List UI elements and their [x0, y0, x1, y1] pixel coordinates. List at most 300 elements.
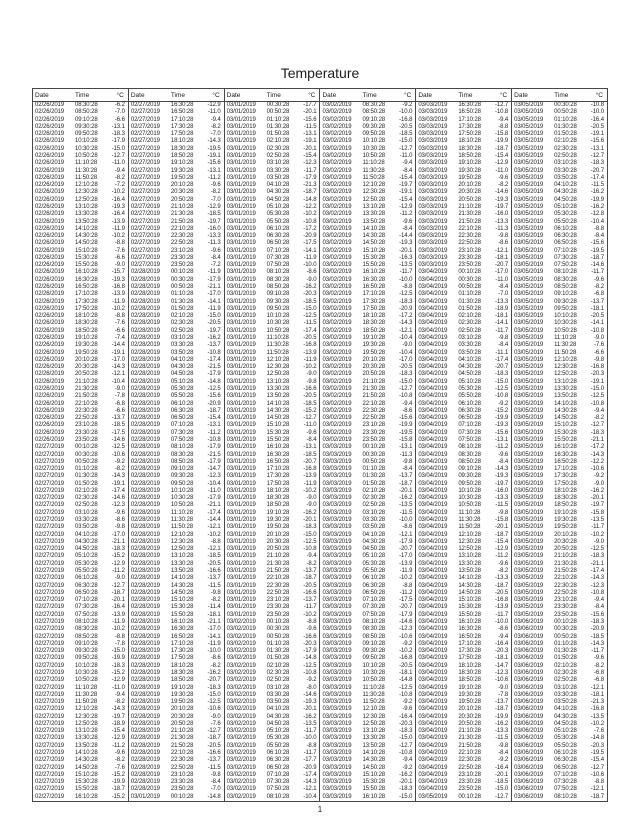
table-row: [512, 109, 607, 116]
temperature-cell: -7.8: [498, 691, 509, 698]
table-row: [320, 277, 415, 284]
table-row: [416, 262, 511, 269]
time-cell: 22:30:28: [458, 757, 481, 764]
table-row: [512, 393, 607, 400]
table-row: [33, 160, 128, 167]
time-cell: 05:30:28: [362, 560, 386, 567]
date-cell: 02/26/2019: [35, 152, 65, 159]
temperature-cell: -16.8: [303, 342, 317, 349]
temperature-cell: -15.2: [111, 553, 125, 560]
date-cell: 02/28/2019: [130, 713, 160, 720]
table-row: [225, 175, 320, 182]
date-cell: 02/28/2019: [130, 466, 160, 473]
temperature-cell: -20.9: [303, 764, 317, 771]
time-cell: 07:30:28: [170, 429, 194, 436]
time-cell: 22:10:28: [554, 575, 577, 582]
date-cell: 02/26/2019: [35, 349, 65, 356]
table-row: [33, 277, 128, 284]
temperature-cell: -8.6: [498, 626, 509, 633]
table-row: [416, 146, 511, 153]
temperature-cell: -16.4: [111, 196, 125, 203]
table-row: [225, 248, 320, 255]
header-date: Date: [130, 92, 145, 99]
table-row: [33, 459, 128, 466]
temperature-cell: -14.3: [111, 473, 125, 480]
time-cell: 00:50:28: [554, 633, 577, 640]
date-cell: 03/05/2019: [514, 378, 544, 385]
date-cell: 02/27/2019: [130, 262, 160, 269]
date-cell: 02/28/2019: [130, 305, 160, 312]
time-cell: 22:30:28: [75, 407, 98, 414]
date-cell: 02/26/2019: [35, 247, 65, 254]
temperature-cell: -18.5: [303, 298, 317, 305]
temperature-cell: -11.3: [207, 240, 221, 247]
temperature-cell: -16.8: [111, 284, 125, 291]
table-row: [129, 612, 224, 619]
table-row: [225, 102, 320, 109]
date-cell: 03/05/2019: [514, 429, 544, 436]
table-row: [512, 379, 607, 386]
temperature-cell: -12.9: [111, 735, 125, 742]
temperature-cell: -9.8: [210, 589, 221, 596]
temperature-cell: -16.6: [207, 750, 221, 757]
date-cell: 03/02/2019: [226, 655, 256, 662]
table-row: [225, 328, 320, 335]
time-cell: 07:10:28: [170, 422, 194, 429]
date-cell: 03/04/2019: [418, 291, 448, 298]
date-cell: 03/03/2019: [322, 604, 352, 611]
time-cell: 02:10:28: [554, 138, 577, 145]
temperature-cell: -7.0: [210, 131, 221, 138]
date-cell: 03/01/2019: [226, 320, 256, 327]
date-cell: 02/26/2019: [35, 276, 65, 283]
temperature-cell: -9.0: [114, 575, 125, 582]
table-row: [33, 138, 128, 145]
date-cell: 03/03/2019: [418, 109, 448, 116]
table-row: [129, 168, 224, 175]
table-row: [225, 117, 320, 124]
time-cell: 05:30:28: [170, 385, 194, 392]
time-cell: 21:30:28: [170, 211, 194, 218]
table-row: [416, 488, 511, 495]
table-row: [320, 721, 415, 728]
temperature-cell: -17.9: [399, 538, 413, 545]
time-cell: 20:30:28: [458, 713, 481, 720]
time-cell: 04:50:28: [170, 371, 194, 378]
table-row: [512, 757, 607, 764]
temperature-cell: -12.9: [494, 160, 509, 167]
date-cell: 03/01/2019: [226, 218, 256, 225]
date-cell: 03/01/2019: [226, 182, 256, 189]
date-cell: 03/02/2019: [322, 371, 352, 378]
time-cell: 19:50:28: [458, 174, 481, 181]
date-cell: 03/02/2019: [226, 684, 256, 691]
date-cell: 02/28/2019: [130, 407, 160, 414]
temperature-cell: -9.2: [402, 699, 413, 706]
temperature-cell: -18.3: [494, 371, 509, 378]
time-cell: 09:50:28: [362, 655, 386, 662]
table-row: [320, 452, 415, 459]
temperature-cell: -12.9: [207, 102, 221, 108]
table-row: [225, 604, 320, 611]
date-cell: 02/27/2019: [35, 764, 65, 771]
header-time: Time: [554, 92, 569, 99]
temperature-cell: -12.1: [494, 247, 509, 254]
temperature-cell: -7.0: [498, 291, 509, 298]
table-row: [512, 408, 607, 415]
date-cell: 03/05/2019: [514, 407, 544, 414]
time-cell: 14:30:28: [170, 582, 194, 589]
temperature-cell: -15.2: [111, 771, 125, 778]
time-cell: 00:50:28: [75, 458, 98, 465]
time-cell: 19:50:28: [554, 524, 577, 531]
date-cell: 03/01/2019: [226, 429, 256, 436]
time-cell: 05:50:28: [266, 742, 290, 749]
temperature-cell: -9.4: [114, 691, 125, 698]
date-cell: 03/02/2019: [322, 254, 352, 261]
temperature-cell: -16.2: [303, 713, 317, 720]
temperature-cell: -13.9: [303, 473, 317, 480]
temperature-cell: -12.9: [399, 203, 413, 210]
temperature-cell: -17.0: [399, 356, 413, 363]
time-cell: 10:50:28: [75, 152, 98, 159]
time-cell: 07:50:28: [554, 262, 577, 269]
date-cell: 03/03/2019: [322, 771, 352, 778]
date-cell: 03/03/2019: [322, 655, 352, 662]
date-cell: 03/05/2019: [514, 422, 544, 429]
table-row: [416, 269, 511, 276]
date-cell: 02/26/2019: [35, 233, 65, 240]
temperature-cell: -21.1: [207, 284, 221, 291]
time-cell: 19:50:28: [362, 349, 386, 356]
table-row: [320, 663, 415, 670]
date-cell: 03/06/2019: [514, 655, 544, 662]
temperature-cell: -8.4: [402, 466, 413, 473]
temperature-cell: -10.0: [399, 276, 413, 283]
date-cell: 03/03/2019: [418, 138, 448, 145]
temperature-cell: -6.8: [594, 677, 604, 684]
temperature-cell: -14.4: [399, 233, 413, 240]
date-cell: 03/04/2019: [418, 691, 448, 698]
time-cell: 13:10:28: [458, 553, 481, 560]
date-cell: 03/01/2019: [226, 305, 256, 312]
table-row: [512, 634, 607, 641]
date-cell: 03/03/2019: [418, 123, 448, 130]
time-cell: 17:10:28: [362, 291, 386, 298]
temperature-cell: -8.4: [306, 436, 317, 443]
time-cell: 15:50:28: [75, 786, 98, 793]
table-header-row: [129, 89, 224, 102]
time-cell: 06:10:28: [362, 575, 386, 582]
time-cell: 21:30:28: [266, 560, 290, 567]
temperature-cell: -17.7: [303, 757, 317, 764]
time-cell: 17:50:28: [458, 131, 481, 138]
time-cell: 00:30:28: [75, 451, 98, 458]
temperature-cell: -12.7: [207, 728, 221, 735]
temperature-cell: -8.2: [210, 123, 221, 130]
table-row: [33, 634, 128, 641]
temperature-cell: -13.3: [494, 575, 509, 582]
temperature-cell: -10.6: [590, 771, 604, 778]
date-cell: 03/02/2019: [226, 786, 256, 793]
time-cell: 16:30:28: [170, 626, 194, 633]
table-row: [512, 284, 607, 291]
date-cell: 03/02/2019: [322, 327, 352, 334]
date-cell: 03/01/2019: [226, 189, 256, 196]
table-row: [225, 379, 320, 386]
date-cell: 02/26/2019: [35, 400, 65, 407]
date-cell: 03/06/2019: [514, 750, 544, 757]
temperature-cell: -20.7: [303, 458, 317, 465]
date-cell: 02/27/2019: [35, 793, 65, 800]
time-cell: 12:50:28: [266, 371, 290, 378]
time-cell: 16:10:28: [170, 618, 194, 625]
table-row: [512, 226, 607, 233]
temperature-cell: -21.1: [590, 560, 604, 567]
temperature-cell: -18.3: [303, 524, 317, 531]
table-row: [225, 422, 320, 429]
date-cell: 02/27/2019: [35, 575, 65, 582]
time-cell: 15:10:28: [362, 247, 386, 254]
table-row: [320, 226, 415, 233]
table-row: [225, 437, 320, 444]
table-row: [33, 466, 128, 473]
date-cell: 03/04/2019: [418, 538, 448, 545]
table-row: [129, 299, 224, 306]
temperature-cell: -6.6: [114, 407, 125, 414]
date-cell: 02/26/2019: [35, 291, 65, 298]
time-cell: 06:50:28: [554, 764, 577, 771]
temperature-cell: -11.2: [399, 211, 413, 218]
table-row: [225, 226, 320, 233]
temperature-cell: -11.5: [495, 502, 509, 509]
table-row: [416, 313, 511, 320]
table-row: [225, 750, 320, 757]
table-row: [129, 408, 224, 415]
table-row: [225, 357, 320, 364]
date-cell: 03/05/2019: [514, 174, 544, 181]
date-cell: 03/02/2019: [226, 618, 256, 625]
date-cell: 03/05/2019: [514, 568, 544, 574]
time-cell: 05:50:28: [458, 393, 481, 400]
table-row: [129, 575, 224, 582]
table-row: [129, 488, 224, 495]
date-cell: 03/05/2019: [514, 233, 544, 240]
table-row: [33, 488, 128, 495]
temperature-cell: -13.3: [494, 495, 509, 502]
date-cell: 03/03/2019: [322, 611, 352, 618]
table-row: [129, 233, 224, 240]
table-column-group: [512, 89, 607, 801]
date-cell: 03/02/2019: [322, 189, 352, 196]
time-cell: 20:10:28: [75, 356, 98, 363]
time-cell: 09:30:28: [75, 648, 98, 655]
time-cell: 08:30:28: [75, 626, 98, 633]
temperature-cell: -10.2: [303, 487, 317, 494]
temperature-cell: -19.3: [399, 240, 413, 247]
time-cell: 05:50:28: [554, 218, 577, 225]
date-cell: 03/04/2019: [418, 356, 448, 363]
temperature-cell: -21.5: [207, 364, 221, 371]
time-cell: 04:10:28: [362, 531, 386, 538]
table-row: [129, 284, 224, 291]
date-cell: 03/03/2019: [322, 728, 352, 735]
table-row: [320, 204, 415, 211]
time-cell: 12:50:28: [170, 546, 194, 553]
time-cell: 16:50:28: [170, 109, 194, 116]
time-cell: 02:30:28: [554, 145, 577, 152]
table-row: [320, 320, 415, 327]
time-cell: 18:50:28: [554, 502, 577, 509]
time-cell: 23:30:28: [458, 254, 481, 261]
date-cell: 03/02/2019: [322, 203, 352, 210]
temperature-cell: -12.8: [590, 211, 604, 218]
time-cell: 11:30:28: [554, 342, 577, 349]
time-cell: 01:10:28: [554, 116, 577, 123]
table-row: [416, 553, 511, 560]
time-cell: 08:30:28: [75, 102, 98, 108]
date-cell: 02/26/2019: [35, 378, 65, 385]
table-row: [320, 393, 415, 400]
time-cell: 20:10:28: [458, 182, 481, 189]
temperature-cell: -10.2: [590, 720, 604, 727]
date-cell: 02/28/2019: [130, 531, 160, 538]
time-cell: 19:50:28: [170, 174, 194, 181]
temperature-cell: -18.3: [111, 546, 125, 553]
temperature-cell: -20.3: [494, 648, 509, 655]
temperature-cell: -12.5: [399, 684, 413, 691]
date-cell: 03/02/2019: [322, 109, 352, 116]
date-cell: 03/05/2019: [514, 167, 544, 174]
table-row: [320, 102, 415, 109]
table-row: [512, 488, 607, 495]
time-cell: 17:30:28: [554, 473, 577, 480]
date-cell: 02/27/2019: [130, 189, 160, 196]
time-cell: 17:30:28: [170, 123, 194, 130]
date-cell: 03/01/2019: [226, 568, 256, 574]
temperature-cell: -9.2: [594, 473, 604, 480]
table-row: [129, 706, 224, 713]
date-cell: 02/26/2019: [35, 320, 65, 327]
table-row: [129, 655, 224, 662]
time-cell: 16:50:28: [266, 458, 290, 465]
temperature-cell: -13.1: [303, 131, 317, 138]
time-cell: 16:10:28: [266, 444, 290, 451]
time-cell: 04:10:28: [170, 356, 194, 363]
date-cell: 03/03/2019: [418, 102, 448, 108]
date-cell: 02/28/2019: [130, 385, 160, 392]
temperature-cell: -8.4: [402, 167, 413, 174]
date-cell: 03/06/2019: [514, 618, 544, 625]
time-cell: 23:50:28: [554, 611, 577, 618]
time-cell: 11:10:28: [458, 509, 481, 516]
temperature-cell: -20.9: [207, 400, 221, 407]
date-cell: 03/04/2019: [418, 531, 448, 538]
time-cell: 13:30:28: [266, 385, 290, 392]
header-degc: °C: [499, 92, 508, 99]
date-cell: 03/05/2019: [514, 400, 544, 407]
table-row: [320, 510, 415, 517]
date-cell: 02/26/2019: [35, 356, 65, 363]
time-cell: 21:30:28: [458, 211, 481, 218]
time-cell: 06:50:28: [554, 240, 577, 247]
table-row: [320, 175, 415, 182]
temperature-cell: -11.9: [207, 269, 221, 276]
table-row: [320, 677, 415, 684]
table-row: [512, 415, 607, 422]
table-row: [320, 502, 415, 509]
date-cell: 03/01/2019: [226, 196, 256, 203]
temperature-cell: -14.3: [399, 320, 413, 327]
time-cell: 06:10:28: [554, 750, 577, 757]
table-row: [512, 233, 607, 240]
date-cell: 03/02/2019: [322, 291, 352, 298]
table-row: [320, 219, 415, 226]
temperature-cell: -12.7: [494, 793, 509, 800]
temperature-cell: -13.3: [207, 233, 221, 240]
date-cell: 02/28/2019: [130, 618, 160, 625]
time-cell: 05:10:28: [554, 728, 577, 735]
date-cell: 02/26/2019: [35, 189, 65, 196]
table-row: [320, 437, 415, 444]
time-cell: 02:10:28: [170, 313, 194, 320]
temperature-cell: -9.6: [210, 182, 221, 189]
table-row: [129, 422, 224, 429]
table-row: [512, 539, 607, 546]
temperature-cell: -9.4: [402, 400, 413, 407]
table-row: [129, 619, 224, 626]
table-row: [129, 539, 224, 546]
time-cell: 08:50:28: [362, 109, 386, 116]
temperature-cell: -18.3: [111, 662, 125, 669]
table-row: [33, 604, 128, 611]
time-cell: 18:50:28: [458, 152, 481, 159]
table-row: [320, 350, 415, 357]
temperature-cell: -11.7: [591, 648, 604, 655]
time-cell: 17:30:28: [170, 648, 194, 655]
table-row: [33, 226, 128, 233]
temperature-cell: -11.5: [303, 123, 317, 130]
time-cell: 20:30:28: [75, 364, 98, 371]
table-row: [416, 517, 511, 524]
time-cell: 16:30:28: [458, 626, 481, 633]
temperature-cell: -17.4: [590, 174, 604, 181]
temperature-cell: -8.2: [114, 174, 125, 181]
date-cell: 03/01/2019: [226, 517, 256, 524]
table-row: [320, 146, 415, 153]
table-row: [416, 124, 511, 131]
date-cell: 03/02/2019: [322, 356, 352, 363]
temperature-cell: -21.3: [303, 182, 317, 189]
time-cell: 23:10:28: [170, 771, 194, 778]
date-cell: 03/05/2019: [514, 385, 544, 392]
temperature-cell: -8.8: [402, 284, 413, 291]
time-cell: 12:50:28: [75, 196, 98, 203]
date-cell: 02/28/2019: [130, 633, 160, 640]
temperature-cell: -18.1: [494, 655, 509, 662]
time-cell: 20:50:28: [458, 720, 481, 727]
temperature-cell: -18.3: [399, 786, 413, 793]
time-cell: 22:50:28: [554, 589, 577, 596]
temperature-cell: -16.3: [399, 254, 413, 261]
time-cell: 19:10:28: [458, 684, 481, 691]
time-cell: 21:10:28: [75, 378, 98, 385]
date-cell: 03/02/2019: [322, 393, 352, 400]
time-cell: 01:30:28: [266, 123, 290, 130]
table-row: [225, 160, 320, 167]
table-row: [512, 335, 607, 342]
date-cell: 03/05/2019: [514, 546, 544, 553]
